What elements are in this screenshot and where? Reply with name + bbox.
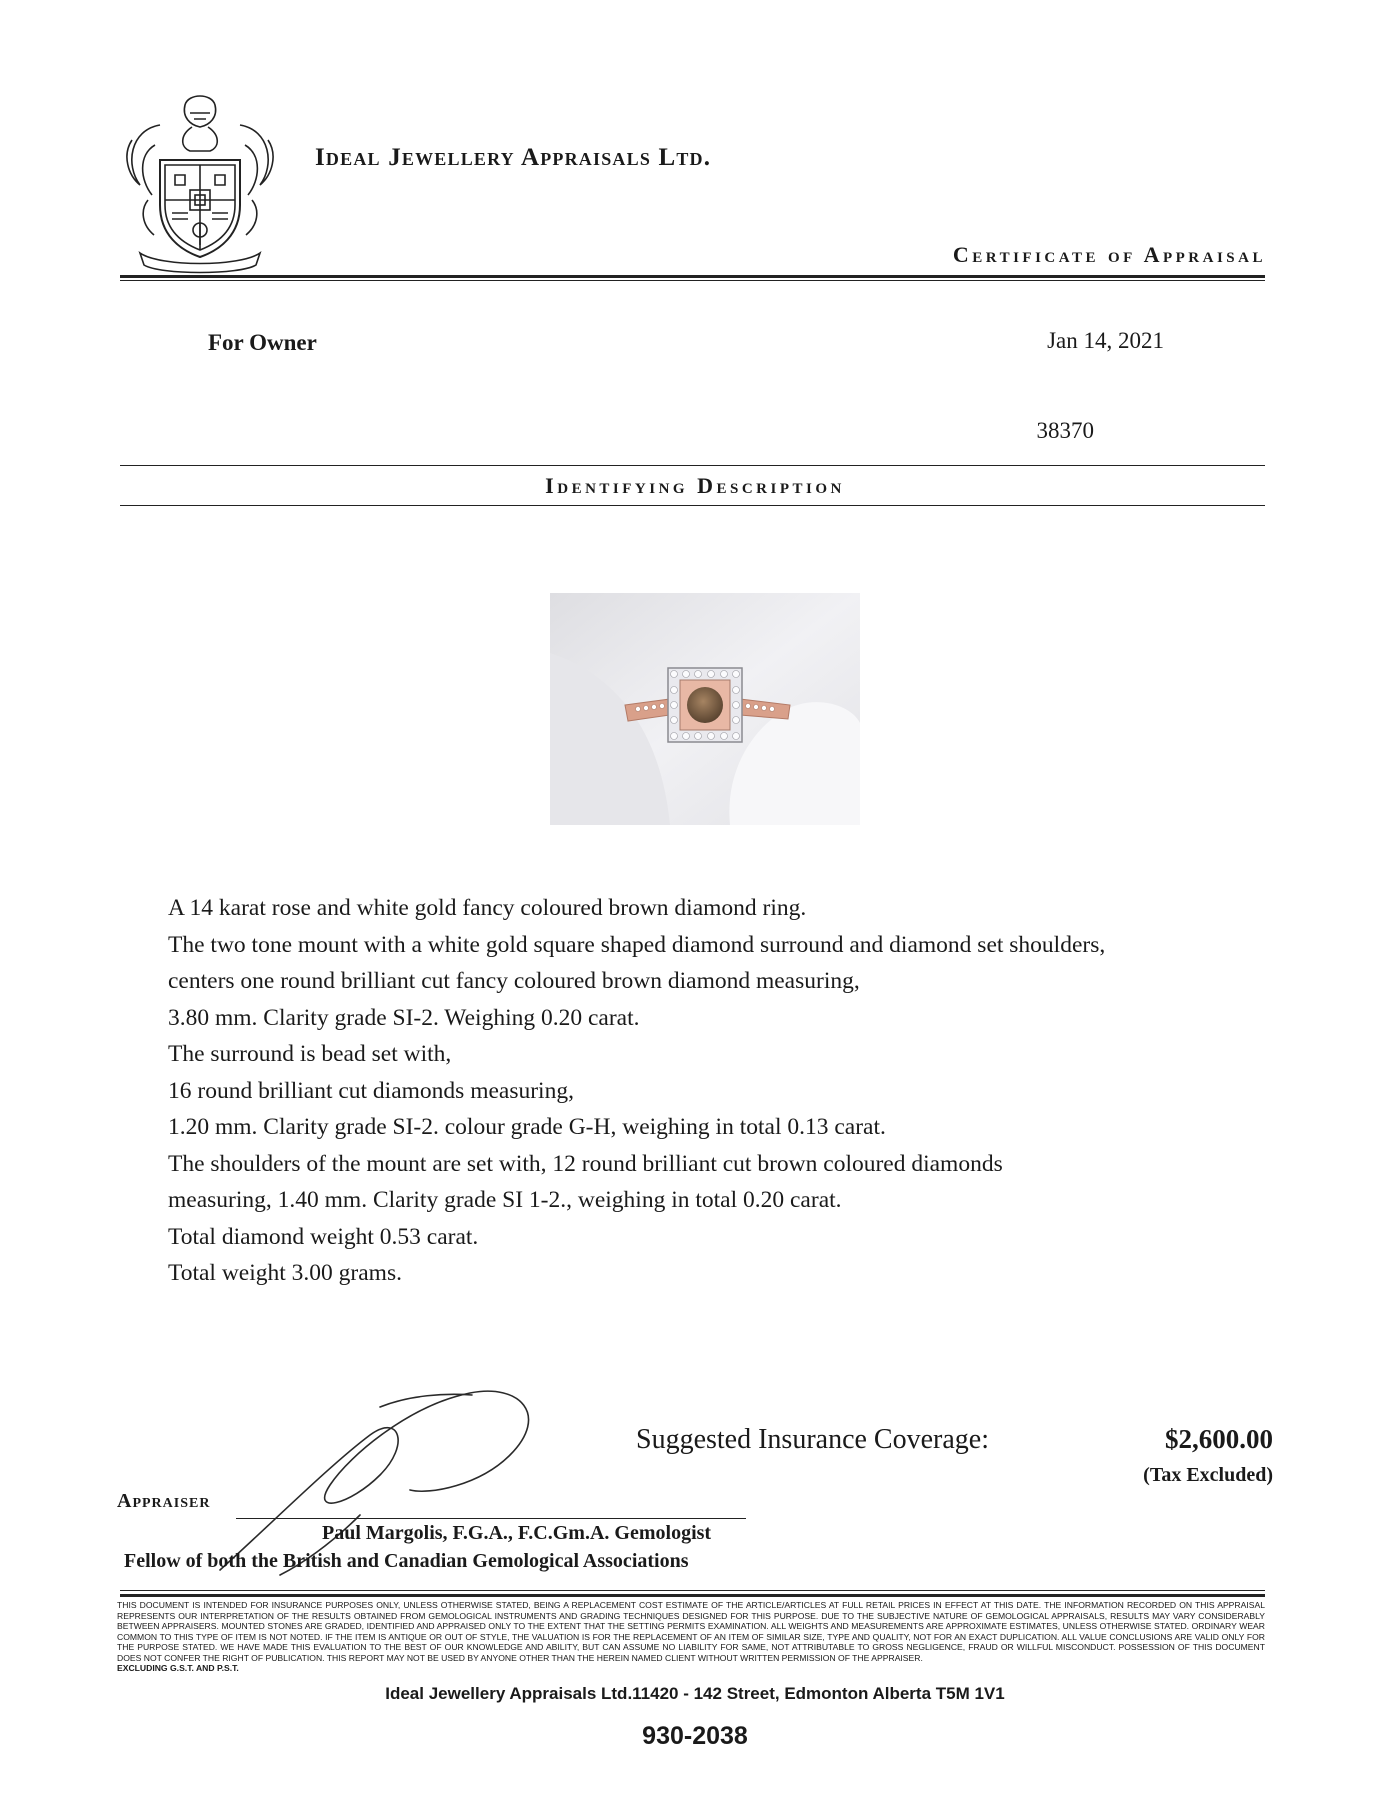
appraiser-fellowship: Fellow of both the British and Canadian Gemological Associations — [124, 1550, 689, 1572]
signature-line — [236, 1518, 746, 1519]
owner-label: For Owner — [208, 330, 317, 355]
description-line: Total diamond weight 0.53 carat. — [168, 1223, 479, 1250]
footer-phone: 930-2038 — [642, 1722, 748, 1750]
header-rule-thin — [120, 280, 1265, 281]
description-line: The two tone mount with a white gold square shaped diamond surround and diamond set shoulders, — [168, 931, 1106, 958]
appraiser-label: Appraiser — [117, 1490, 211, 1512]
appraisal-date: Jan 14, 2021 — [1047, 328, 1164, 353]
insurance-amount: $2,600.00 — [1165, 1424, 1273, 1454]
disclaimer — [117, 1600, 1265, 1674]
section-title: Identifying Description — [545, 473, 845, 498]
footer-rule-thick — [120, 1594, 1265, 1597]
appraiser-name: Paul Margolis, F.G.A., F.C.Gm.A. Gemologist — [322, 1522, 712, 1544]
description-line: measuring, 1.40 mm. Clarity grade SI 1-2., weighing in total 0.20 carat. — [168, 1187, 842, 1213]
disclaimer-text: THIS DOCUMENT IS INTENDED FOR INSURANCE PURPOSES ONLY, UNLESS OTHERWISE STATED, BEING A REPLACEMENT COST ESTIMATE OF THE ARTICLE/ARTICLES AT FULL RETAIL PRICES IN EFFECT AT THIS DATE. THE INFORMATION RECORDED ON THIS APPRAISAL REPRESENTS OUR INTERPRETATION OF THE RESULTS OBTAINED FROM GEMOLOGICAL INSTRUMENTS AND GRADING TECHNIQUES DESIGNED FOR THIS PURPOSE. DUE TO THE SUBJECTIVE NATURE OF GEMOLOGICAL APPRAISALS, RESULTS MAY VARY CONSIDERABLY BETWEEN APPRAISERS. MOUNTED STONES ARE GRADED, IDENTIFIED AND APPRAISED ONLY TO THE EXTENT THAT THE SETTING PERMITS EXAMINATION. ALL WEIGHTS AND MEASUREMENTS ARE APPROXIMATE ESTIMATES, UNLESS OTHERWISE STATED. ORDINARY WEAR COMMON TO THIS TYPE OF ITEM IS NOT NOTED. IF THE ITEM IS ANTIQUE OR OUT OF STYLE, THE VALUATION IS FOR THE REPLACEMENT OF AN ITEM OF SIMILAR SIZE, TYPE AND QUALITY, NOT FOR AN EXACT DUPLICATION. ALL VALUE CONCLUSIONS ARE VALID ONLY FOR THE PURPOSE STATED. WE HAVE MADE THIS EVALUATION TO THE BEST OF OUR KNOWLEDGE AND ABILITY, BUT CAN ASSUME NO LIABILITY FOR SAME, NOT ATTRIBUTABLE TO GROSS NEGLIGENCE, FRAUD OR WILLFUL MISCONDUCT. POSSESSION OF THIS DOCUMENT DOES NOT CONFER THE RIGHT OF PUBLICATION. THIS REPORT MAY NOT BE USED BY ANYONE OTHER THAN THE HEREIN NAMED CLIENT WITHOUT WRITTEN PERMISSION OF THE APPRAISER. — [117, 1600, 1265, 1663]
description-line: 3.80 mm. Clarity grade SI-2. Weighing 0.20 carat. — [168, 1004, 640, 1031]
description-line: centers one round brilliant cut fancy coloured brown diamond measuring, — [168, 968, 860, 994]
disclaimer-tax-line: EXCLUDING G.S.T. AND P.S.T. — [117, 1663, 239, 1673]
section-rule-bottom — [120, 505, 1265, 506]
coat-of-arms-logo — [120, 85, 280, 275]
item-description — [168, 890, 1105, 1292]
description-line: Total weight 3.00 grams. — [168, 1260, 402, 1286]
tax-note: (Tax Excluded) — [1143, 1464, 1273, 1486]
header-rule-thick — [120, 275, 1265, 278]
footer-address: Ideal Jewellery Appraisals Ltd.11420 - 142 Street, Edmonton Alberta T5M 1V1 — [385, 1684, 1005, 1703]
insurance-coverage-label: Suggested Insurance Coverage: — [636, 1424, 989, 1455]
description-line: 1.20 mm. Clarity grade SI-2. colour grade G-H, weighing in total 0.13 carat. — [168, 1114, 886, 1140]
description-line: The surround is bead set with, — [168, 1041, 452, 1067]
section-rule-top — [120, 465, 1265, 466]
description-line: The shoulders of the mount are set with, 12 round brilliant cut brown coloured diamonds — [168, 1150, 1003, 1177]
ring-photo — [550, 593, 860, 825]
reference-number: 38370 — [1036, 418, 1094, 443]
company-name: Ideal Jewellery Appraisals Ltd. — [315, 144, 712, 171]
footer-rule-thin — [120, 1590, 1265, 1591]
description-line: A 14 karat rose and white gold fancy coloured brown diamond ring. — [168, 895, 807, 921]
document-title: Certificate of Appraisal — [952, 242, 1266, 267]
description-line: 16 round brilliant cut diamonds measuring, — [168, 1077, 574, 1104]
